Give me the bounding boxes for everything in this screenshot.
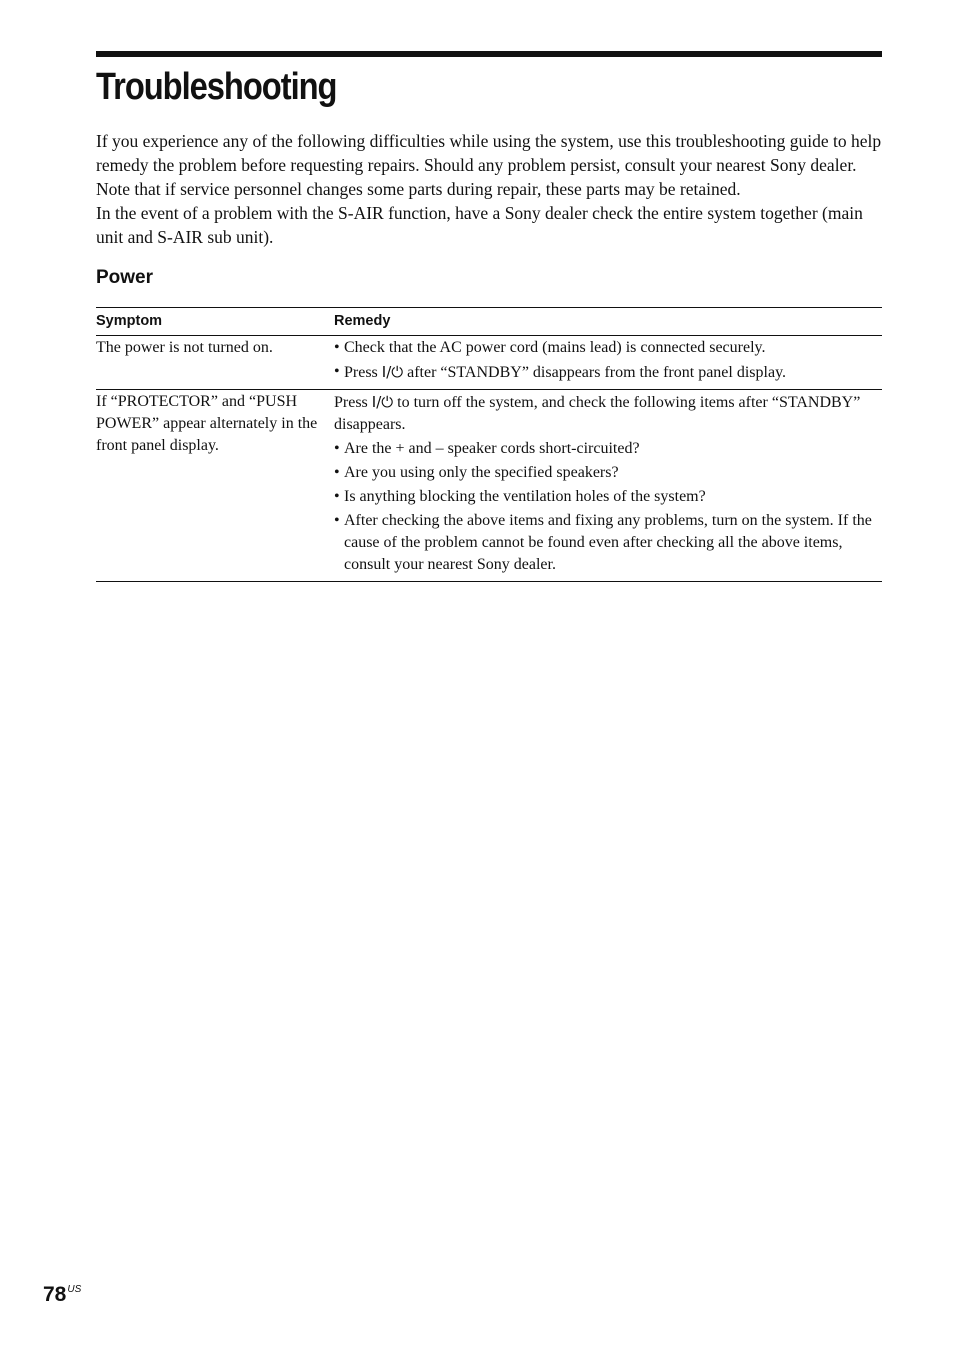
remedy-bullet: • After checking the above items and fixing any problems, turn on the system. If the cause of the problem cannot be found even after checking all the above items, consult your nearest Sony dealer. [334,512,872,573]
page [96,51,882,582]
title-rule [96,51,882,57]
page-number: $78^{US}$ [43,1283,82,1306]
remedy-header: Remedy [334,308,882,336]
remedy-bullet: • Press I/⏻ after “STANDBY” disappears from the front panel display. [334,363,787,381]
symptom-header: Symptom [96,308,334,336]
table-row [96,390,882,582]
power-icon: I/⏻ [381,363,404,381]
page-title: Troubleshooting [96,66,337,108]
table-header-row [96,308,882,336]
intro [96,129,882,249]
intro-paragraph-2: Note that if service personnel changes some parts during repair, these parts may be retained. [96,179,741,199]
remedy-lead: Press I/⏻ to turn off the system, and check the following items after “STANDBY” disappears. [334,393,861,433]
remedy-bullet: • Are you using only the specified speakers? [334,464,619,481]
page-suffix: US [67,1284,82,1295]
intro-paragraph-3: In the event of a problem with the S-AIR function, have a Sony dealer check the entire system together (main unit and S-AIR sub unit). [96,203,863,247]
symptom-cell: If “PROTECTOR” and “PUSH POWER” appear alternately in the front panel display. [96,390,334,582]
section-heading: Power [96,267,154,288]
remedy-bullet: • Are the + and – speaker cords short-circuited? [334,440,640,457]
table-row [96,336,882,390]
symptom-cell: The power is not turned on. [96,336,334,390]
remedy-bullet: • Check that the AC power cord (mains lead) is connected securely. [334,339,766,356]
power-icon: I/⏻ [371,393,394,411]
remedy-cell [334,336,882,390]
remedy-bullet: • Is anything blocking the ventilation holes of the system? [334,488,706,505]
remedy-cell [334,390,882,582]
intro-paragraph-1: If you experience any of the following difficulties while using the system, use this troubleshooting guide to help remedy the problem before requesting repairs. Should any problem persist, consult your nearest Sony dealer. [96,131,882,175]
troubleshooting-table [96,307,882,582]
